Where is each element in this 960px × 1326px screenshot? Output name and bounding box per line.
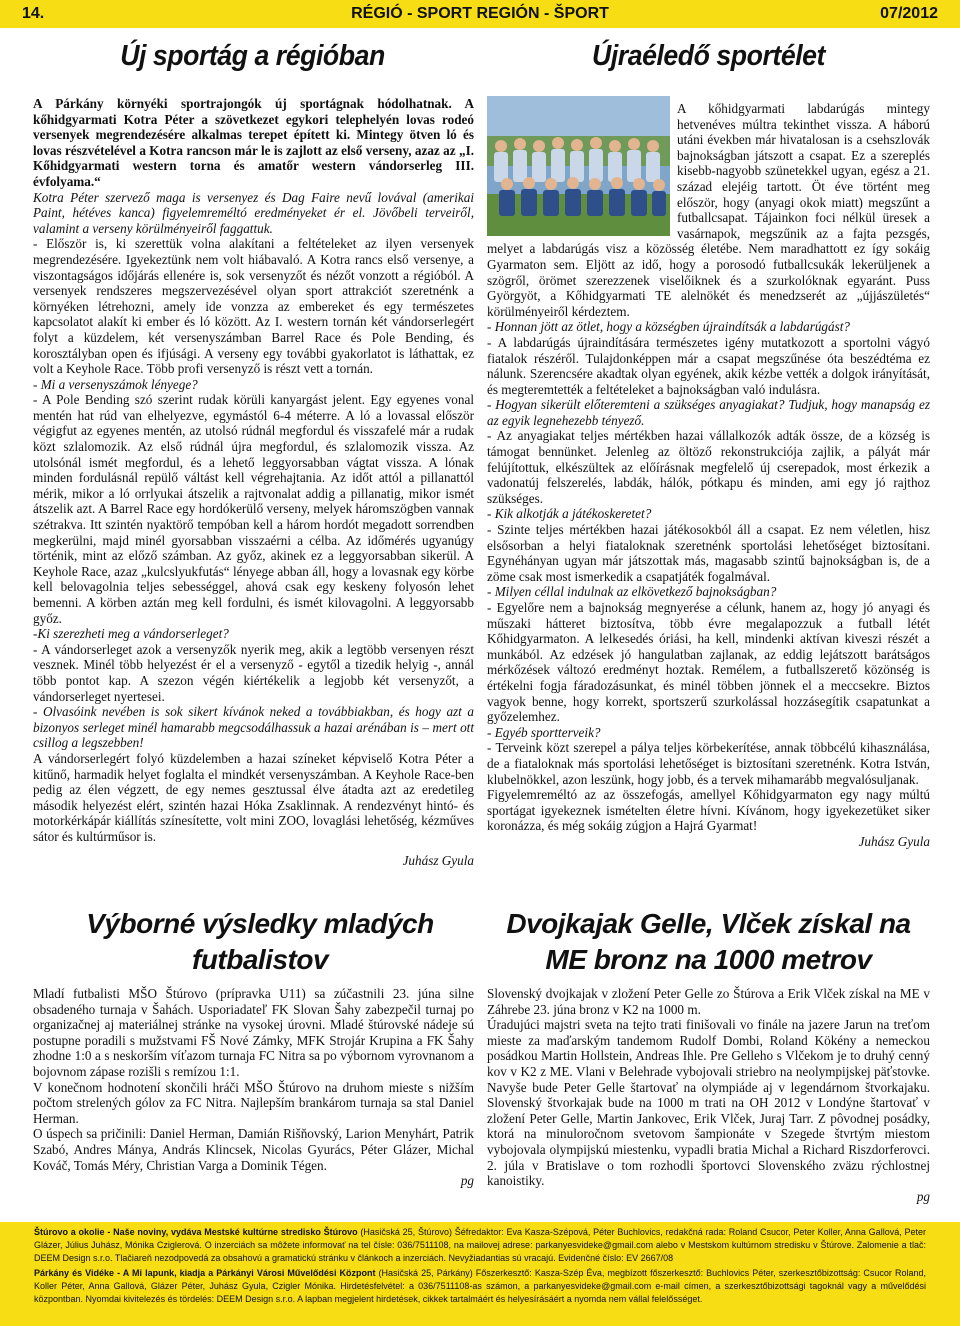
article1-paragraph: A vándorserlegért folyó küzdelemben a hazai színeket képviselő Kotra Péter a kitűnő, harmadik helyet foglalta el mindkét versenyszámban. A Keyhole Race-ben pedig az élen végzett, de egy nemes gesztussal élve átadta azt az eredetileg második helyezést elért, szintén hazai Hóka Zsaklinnak. A rendezvényt hintó- és motorkérkápár kiállítás színesítette, volt mini ZOO, lovaglási lehetőség, kézműves sátor és kultúrműsor is. [33,750,474,844]
imprint-hu [34,1267,926,1306]
article2-paragraph: A kőhidgyarmati labdarúgás mintegy hetvenéves múltra tekinthet vissza. A háború utáni években már hivatalosan is a csehszlovák bajnokságban játszott a csapat. Ez a szereplés kisebb-nagyobb szünetekkel ugyan, egész a 21. század elejéig tartott. Öt éve történt meg először, hogy (anyagi okok miatt) megszűnt a futballcsapat. Tájainkon foci nélkül üresek a vasárnapok, megszűnik az a fajta pezsgés, melyet a labdarúgás visz a közösség életébe. Nem maradhattott ez így sokáig Gyarmaton sem. Eljött az idő, hogy a porosodó futballcsukák lekerüljenek a szögről, örömet szerezzenek viselőiknek és a szurkolóknak egyaránt. Puss Györgyöt, a Kőhidgyarmati TE alelnökét és menedzserét az „újjászületés“ körülményeiről kérdeztem. [487,101,930,319]
article4-title: Dvojkajak Gelle, Vlček získal na ME bronz na 1000 metrov [497,906,920,978]
article2-title: Újraéledő sportélet [592,40,825,72]
article2-body [487,101,930,850]
article2-signature: Juhász Gyula [858,833,930,849]
imprint-hu-details: (Hasičská 25, Párkány) Főszerkesztő: Kasza-Szép Éva, megbízott főszerkesztő: Buchlovics Péter, szerkesztőbizottság: Csucor Roland, Koller Péter, Anna Gallová, Glázer Péter, Juhász Gyula, Czigler Mónika. Hirdetésfelvétel: a 036/7511108-as számon, a parkanyesvideke@gmail.com e-mail címen, a szerkesztőbizottsági tagoknál vagy a művelődési központban. Nyomdai kivitelezés és tördelés: DEEM Design s.r.o. A lapban megjelent hirdetések, cikkek tartalmáért és helyesírásáért a nyomda nem vállal felelősséget. [34,1268,926,1304]
page-header-bar [0,0,960,28]
article1-paragraph: - A Pole Bending szó szerint rudak körüli kanyargást jelent. Egy egyenes vonal mentén hat rúd van elhelyezve, egymástól 6-4 méterre. A ló a lovassal először végigfut az egyenes mentén, az utolsó rúdnál megfordul és visszafelé már a rudak közt szlalomozik. Az első rúdnál újra megfordul, és szlalomozik vissza. Az utolsónál ismét megfordul, és a lehető leggyorsabban vágtat vissza. A lónak minden fordulásnál repülő váltást kell végrehajtania. Az időt attól a pillanattól mérik, mikor a ló orrlyukai átszelik a rajtvonalat addig a pillanatig, mikor ismét átszelik azt. A Barrel Race egy hordókerülő verseny, melyek háromszögben vannak szétrakva. Itt szintén nyaktörő tempóban kell a három hordót megadott sorrendben megkerülni, majd minél gyorsabban visszaérni a célba. Az időmérés ugyanúgy történik, mint az előző számban. Az győz, akinek ez a leggyorsabban sikerül. A Keyhole Race, azaz „kulcslyukfutás“ lényege abban áll, hogy a lovasnak egy körbe kell belovagolnia teljes sebességgel, ahová csak egy keskeny folyosón lehet bemenni. A körben aztán meg kell fordulni, és ismét kilovagolni. A leggyorsabb győz. [33,392,474,626]
article3-paragraph: O úspech sa pričinili: Daniel Herman, Damián Rišňovský, Larion Menyhárt, Patrik Szabó, Andres Mánya, András Klincsek, Nicolas Gyurács, Péter Glázer, Michal Kováč, Tomás Méry, Christian Varga a Dominik Tégen. [33,1126,474,1173]
article3-signature: pg [460,1173,474,1189]
article1-paragraph: - Először is, ki szerettük volna alakítani a feltételeket az ilyen versenyek megrendezésére. Igyekeztünk nem volt hiábavaló. A Kotra rancs első versenye, a viszontagságos időjárás ellenére is, sok versenyzőt és nézőt vonzott a régióból. A versenyek rendszeres megszervezésével olyan sport attrakciót szeretnénk a környéken létrehozni, amely ide vonzza az embereket és egy természetes kapcsolatot alakít ki ember és ló között. Az I. western tornán két vándorserlegért folyt a küzdelem, két versenyszámban Barrel Race és Pole Bending, és korosztályban open és ifjúsági. A verseny egy további gyakorlatot is láthattak, ez volt a Keyhole Race. Több profi versenyző is részt vett a tornán. [33,236,474,377]
article2-question: - Honnan jött az ötlet, hogy a községben újraindítsák a labdarúgást? [487,319,851,335]
imprint-sk-details: (Hasičská 25, Štúrovo) Šéfredaktor: Eva Kasza-Szépová, Péter Buchlovics, redakčná rada: Roland Csucor, Peter Koller, Anna Gallová, Peter Glázer, Július Juhász, Mónika Cziglerová. O inzerciách sa môžete informovať na tel čísle: 036/7511108, na mailovej adrese: parkanyesvideke@gmail.com alebo v Mestskom kultúrnom stredisku v Štúrove. Zalomenie a tlač: DEEM Design s.r.o. Tlačiareň nezodpovedá za obsahovú a gramatickú stránku v článkoch a inzerciách. Nevyžiadantias sú vracajú. Evidenčné číslo: EV 2667/08 [34,1227,926,1263]
article2-paragraph: - Szinte teljes mértékben hazai játékosokból áll a csapat. Ez nem véletlen, hisz elsősorban a helyi fiataloknak szeretnénk sportolási lehetőséget biztosítani. Egynéhányan ugyan már játszottak más, magasabb szintű bajnokságban is, de a zöme csak most ismerkedik a csapatjáték fogalmával. [487,522,930,584]
article4-paragraph: Úradujúci majstri sveta na tejto trati finišovali vo finále na jazere Jarun na treťom mieste za maďarským tandemom Rudolf Dombi, Roland Kökény a nemeckou posádkou Martin Hollstein, Andreas Ihle. Pre Gelleho s Vlčekom je to druhý cenný kov v K2 z ME. Vlani v Belehrade vybojovali striebro na neolympijskej päťstovke. Navyše bude Peter Gelle štartovať na olympiáde aj v legendárnom štvorkajaku. Slovenský štvorkajak bude na 1000 m trati na OH 2012 v Londýne štartovať v zložení Peter Gelle, Martin Jankovec, Erik Vlček, Juraj Tarr. Z pôvodnej posádky, ktorá na minuloročnom svetovom šampionáte v Szegede štvrtým miestom vybojovala olympijskú miestenku, vypadli bratia Michal a Richard Riszdorferovci. 2. júla v Bratislave o tom rozhodli športovci Slovenského zväzu rýchlostnej kanoistiky. [487,1017,930,1189]
article4-paragraph: Slovenský dvojkajak v zložení Peter Gelle zo Štúrova a Erik Vlček získal na ME v Záhrebe 23. júna bronz v K2 na 1000 m. [487,986,930,1017]
article3-paragraph: V konečnom hodnotení skončili hráči MŠO Štúrovo na druhom mieste s nižším počtom strelených gólov za FC Nitra. Najlepším brankárom turnaja sa stal Daniel Herman. [33,1079,474,1126]
article1-question: - Mi a versenyszámok lényege? [33,376,198,392]
article4-signature: pg [916,1188,930,1204]
article2-question: - Milyen céllal indulnak az elkövetkező bajnokságban? [487,584,777,600]
article1-question: - Olvasóink nevében is sok sikert kívánok neked a továbbiakban, és hogy azt a bizonyos serleget minél hamarabb megcsodálhassuk a hazai arénában is – mert ott csillog a legszebben! [33,704,474,751]
article1-intro: Kotra Péter szervező maga is versenyez és Dag Faire nevű lovával (amerikai Paint, hétéves kanca) figyelemreméltó eredményeket ér el. Jövőbeli terveiről, valamint a verseny körülményeiről faggattuk. [33,189,474,236]
article2-paragraph: - Terveink közt szerepel a pálya teljes körbekerítése, annak többcélú kihasználása, de a fiataloknak más sportolási lehetőséget is biztosítani szeretnénk. Kotra István, klubelnökkel, azon leszünk, hogy jobb, és a tervek mihamarább megvalósuljanak. [487,740,930,787]
article3-title: Výborné výsledky mladých futbalistov [60,906,460,978]
article1-body [33,96,474,868]
article1-paragraph: - A vándorserleget azok a versenyzők nyerik meg, akik a legtöbb versenyen részt vesznek. Minél több helyezést ér el a versenyző - egytől a tizedik helyig -, annál több pontot kap. A szezon végén kiértékelik a legjobb két versenyzőt, a vándorserleget nyertesei. [33,641,474,704]
article1-title: Új sportág a régióban [120,40,385,72]
article2-paragraph: - A labdarúgás újraindítására természetes igény mutatkozott a sportolni vágyó fiatalok részéről. Tulajdonképpen már a csapat megszűnése óta beszédtéma ez nálunk. Szerencsére akadtak olyan egyének, akik kézbe vették a dolgok irányítását, és megteremtették a feltételeket a bajnokságban való indulásra. [487,334,930,397]
article4-body [487,986,930,1204]
article2-question: - Egyéb sportterveik? [487,724,601,740]
imprint-hu-publisher: Párkány és Vidéke - A Mi lapunk, kiadja a Párkányi Városi Művelődési Központ [34,1268,376,1278]
article3-paragraph: Mladí futbalisti MŠO Štúrovo (prípravka U11) sa zúčastnili 23. júna silne obsadeného turnaja v Šahách. Usporiadateľ FK Slovan Šahy zabezpečil turnaj po organizačnej aj materiálnej stránke na vysokej úrovni. Mladé štúrovské nádeje sú postupne poradili s mužstvami FŠ Nové Zámky, MFK Strojár Krupina a FK Šahy zhodne 1:0 a s neskorším víťazom turnaja FC Nitra sa po výbornom vyrovnanom a bojovnom zápase rozišli s remízou 1:1. [33,986,474,1079]
article2-paragraph: - Egyelőre nem a bajnokság megnyerése a célunk, hanem az, hogy jó anyagi és műszaki hátteret biztosítva, több évre megalapozzuk a futball létét Kőhidgyarmaton. A lelkesedés óriási, ha kell, mindenki aktívan kiveszi részét a munkából. Az edzések jó hangulatban zajlanak, az eddig lejátszott barátságos mérkőzések változó eredményt hoztak. Remélem, a futballszerető közönség is értékelni fogja fáradozásunkat, és minél többen jönnek el a meccsekre. Biztos vagyok benne, hogy korrekt, sportszerű szurkolással hozzásegítik csapatunkat a győzelemhez. [487,600,930,725]
photo-wrap-spacer [487,101,677,241]
article2-paragraph: - Az anyagiakat teljes mértékben hazai vállalkozók adták össze, de a község is támogat bennünket. Jelenleg az öltöző rekonstrukciója zajlik, a pályát már felújítottuk, elkészültek az előírásnak megfelelő új cserepadok, most érkezik a vadonatúj felszerelés, labdák, hálók, pótkapu és minden, ami egy jó rajthoz szükséges. [487,428,930,506]
page-number: 14. [22,5,45,22]
issue-date: 07/2012 [880,5,938,22]
imprint-sk-publisher: Štúrovo a okolie - Naše noviny, vydáva Mestské kultúrne stredisko Štúrovo [34,1227,358,1237]
article2-question: - Hogyan sikerült előteremteni a szükséges anyagiakat? Tudjuk, hogy manapság ez az egyik legnehezebb tényező. [487,397,930,428]
article3-body [33,986,474,1189]
imprint-sk [34,1226,926,1265]
article1-signature: Juhász Gyula [402,852,474,868]
article1-question: -Ki szerezheti meg a vándorserleget? [33,626,229,642]
section-title: RÉGIÓ - SPORT REGIÓN - ŠPORT [351,5,609,22]
imprint-footer [0,1222,960,1326]
article2-paragraph: Figyelemreméltó az az összefogás, amellyel Kőhidgyarmaton egy nagy múltú sportágat igyekeznek ismételten életre hívni. Kívánom, hogy igyekezetüket siker koronázza, és még sokáig zúgjon a Hajrá Gyarmat! [487,787,930,834]
article1-lead: A Párkány környéki sportrajongók új sportágnak hódolhatnak. A kőhidgyarmati Kotra Péter a szövetkezet egykori telephelyén lovas rodeó versenyek megrendezésére alkalmas terepet épített ki. Mintegy ötven ló és lovas részvételével a Kotra rancson már le is zajlott az első verseny, azaz az „I. Kőhidgyarmati western torna és amatőr western vándorserleg III. évfolyama.“ [33,96,474,189]
article2-question: - Kik alkotják a játékoskeretet? [487,506,652,522]
